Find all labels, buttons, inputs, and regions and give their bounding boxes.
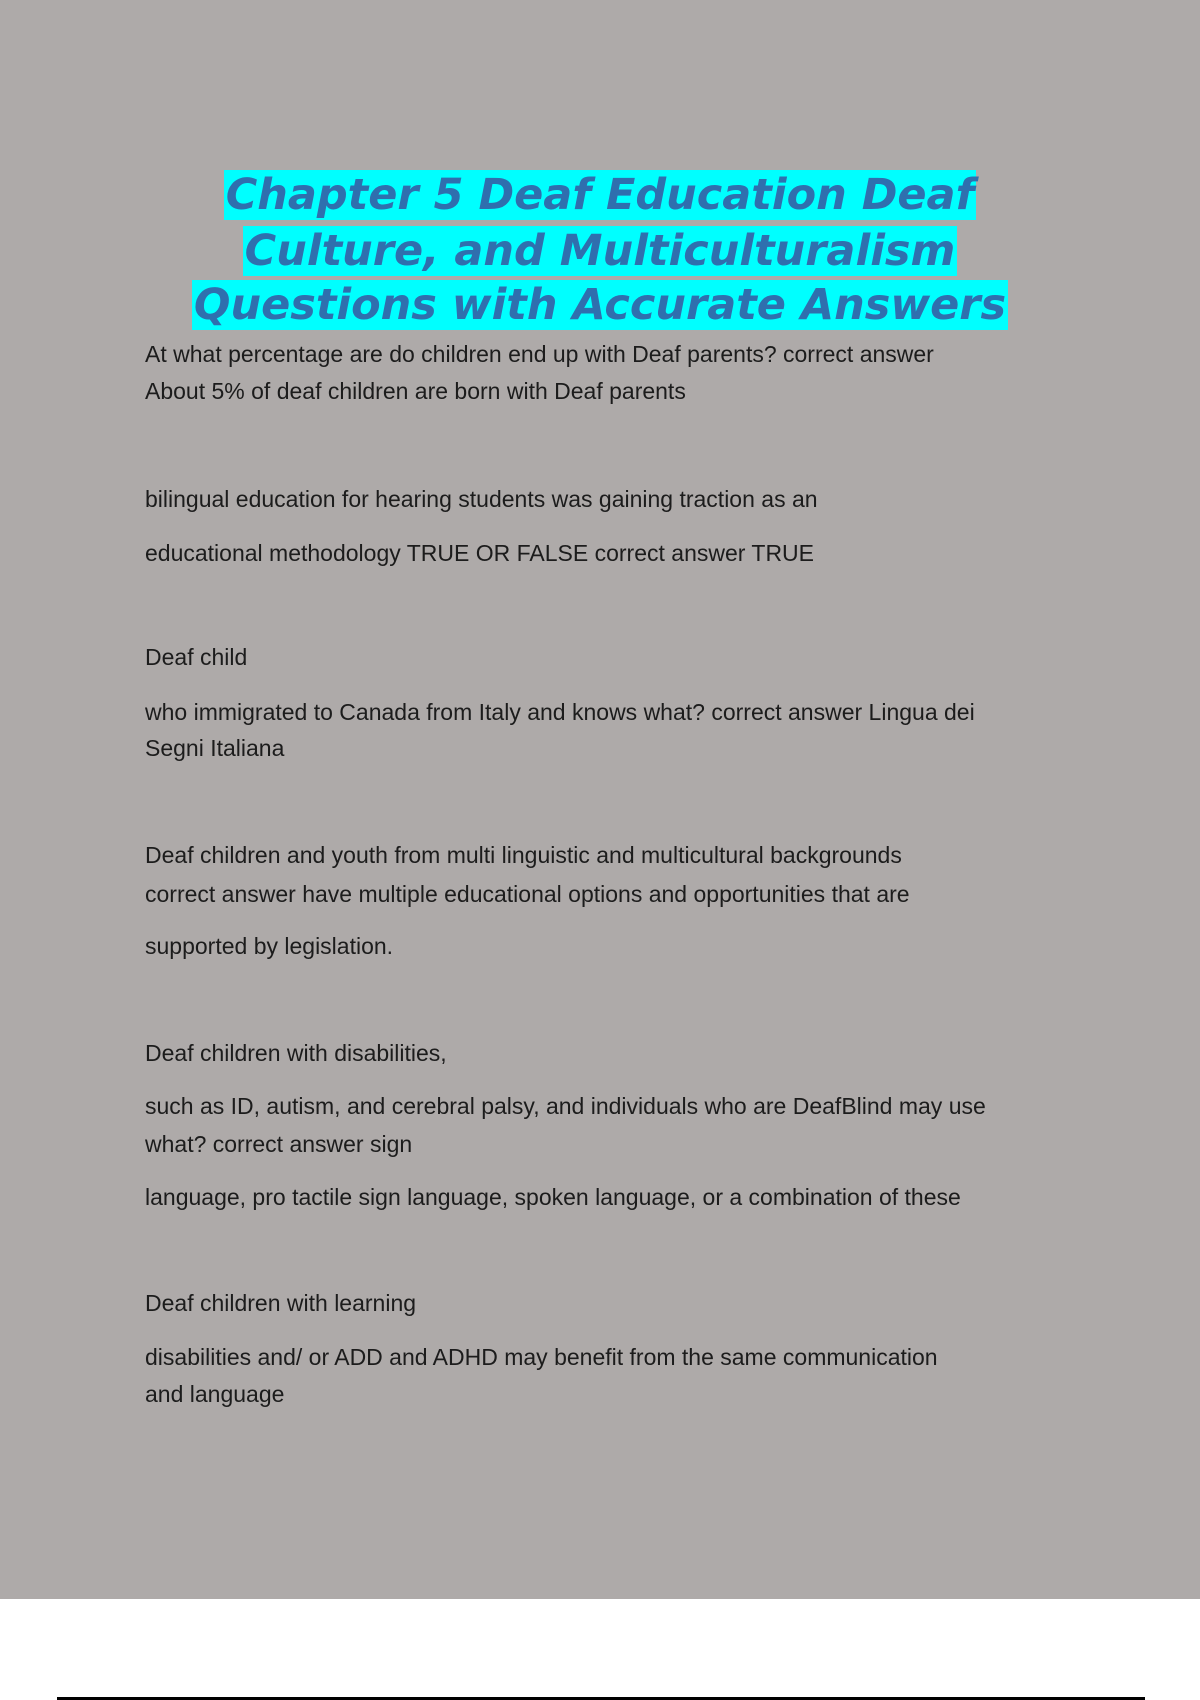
question-text: and language — [145, 1381, 285, 1407]
question-text: Deaf children with learning — [145, 1290, 417, 1316]
question-text: Deaf child — [145, 644, 248, 670]
question-text: disabilities and/ or ADD and ADHD may benefit from the same communication — [145, 1344, 938, 1370]
question-text: who immigrated to Canada from Italy and knows what? correct answer Lingua dei — [145, 699, 975, 725]
document-title-line-3: Questions with Accurate Answers — [193, 280, 1007, 330]
answer-text: Segni Italiana — [145, 735, 285, 761]
question-text: Deaf children and youth from multi linguistic and multicultural backgrounds — [145, 842, 902, 868]
answer-text: supported by legislation. — [145, 933, 394, 959]
answer-text: what? correct answer sign — [145, 1131, 413, 1157]
document-title-line-1: Chapter 5 Deaf Education Deaf — [225, 170, 975, 220]
answer-text: correct answer have multiple educational options and opportunities that are — [145, 881, 910, 907]
question-text: bilingual education for hearing students was gaining traction as an — [145, 486, 818, 512]
answer-text: About 5% of deaf children are born with Deaf parents — [145, 378, 686, 404]
answer-text: language, pro tactile sign language, spoken language, or a combination of these — [145, 1184, 961, 1210]
question-text: such as ID, autism, and cerebral palsy, and individuals who are DeafBlind may use — [145, 1093, 986, 1119]
question-text: Deaf children with disabilities, — [145, 1040, 447, 1066]
question-text: educational methodology TRUE OR FALSE correct answer TRUE — [145, 540, 814, 566]
document-title-line-2: Culture, and Multiculturalism — [244, 226, 956, 276]
question-text: At what percentage are do children end up with Deaf parents? correct answer — [145, 341, 934, 367]
